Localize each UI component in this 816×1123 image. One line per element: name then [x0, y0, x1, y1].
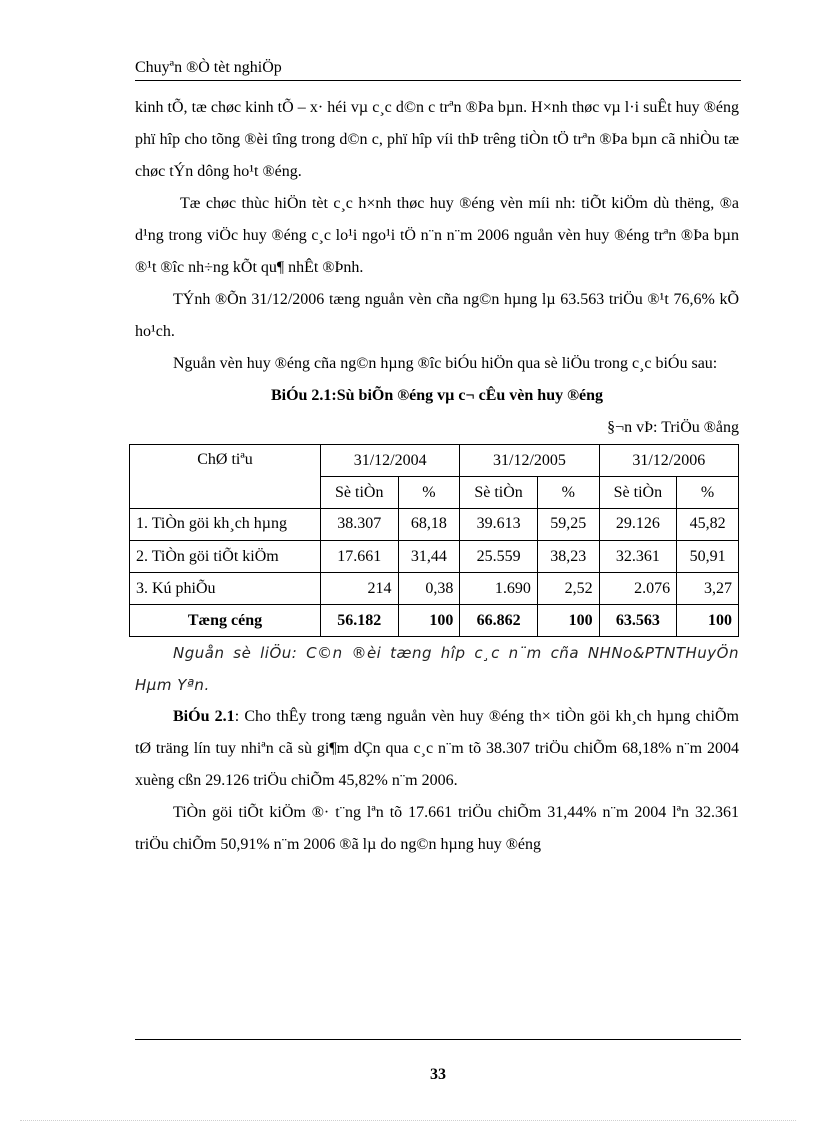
row-label: 2. TiÒn göi tiÕt kiÖm [130, 541, 321, 573]
row-label: 3. Kú phiÕu [130, 573, 321, 605]
paragraph-4: Nguån vèn huy ®éng cña ng©n hµng ®îc biÓu hiÖn qua sè liÖu trong c¸c biÓu sau: [173, 355, 718, 372]
table-row [130, 573, 739, 605]
table-cell: 0,38 [398, 573, 460, 605]
document-body [135, 92, 739, 861]
table-cell: 38,23 [537, 541, 599, 573]
table-title: BiÓu 2.1:Sù biÕn ®éng vµ c¬ cÊu vèn huy ®éng [270, 387, 604, 404]
paragraph-6: TiÒn göi tiÕt kiÖm ®· t¨ng lªn tõ 17.661 triÖu chiÕm 31,44% n¨m 2004 lªn 32.361 triÖu chiÕm 50,91% n¨m 2006 ®ã lµ do ng©n hµng huy ®éng [135, 804, 739, 853]
table-cell: 100 [398, 605, 460, 637]
table-cell: 2,52 [537, 573, 599, 605]
table-unit: §¬n vÞ: TriÖu ®ång [607, 419, 739, 436]
table-total-row [130, 605, 739, 637]
table-cell: 2.076 [599, 573, 677, 605]
paragraph-5 [135, 701, 739, 797]
table-cell: 214 [321, 573, 399, 605]
table-source-note: Nguån sè liÖu: C©n ®èi tæng hîp c¸c n¨m cña NHNo&PTNTHuyÖn Hµm Yªn. [135, 644, 739, 694]
table-cell: 66.862 [460, 605, 538, 637]
chart-reference: BiÓu 2.1 [173, 708, 235, 725]
column-label-header: ChØ tiªu [130, 445, 321, 509]
header-divider [135, 80, 741, 81]
table-row [130, 509, 739, 541]
table-cell: 3,27 [677, 573, 739, 605]
table-cell: 17.661 [321, 541, 399, 573]
paragraph-5-text: : Cho thÊy trong tæng nguån vèn huy ®éng th× tiÒn göi kh¸ch hµng chiÕm tØ träng lín tuy nhiªn cã sù gi¶m dÇn qua c¸c n¨m tõ 38.307 triÖu chiÕm 68,18% n¨m 2004 xuèng cßn 29.126 triÖu chiÕm 45,82% n¨m 2006. [135, 708, 739, 789]
year-header: 31/12/2005 [460, 445, 599, 477]
page-number: 33 [430, 1066, 446, 1083]
table-header-row [130, 445, 739, 477]
footer-divider [135, 1039, 741, 1040]
year-header: 31/12/2004 [321, 445, 460, 477]
table-cell: 100 [537, 605, 599, 637]
table-cell: 1.690 [460, 573, 538, 605]
paragraph-2: Tæ chøc thùc hiÖn tèt c¸c h×nh thøc huy ®éng vèn míi nh: tiÕt kiÖm dù thëng, ®a d¹ng trong viÖc huy ®éng c¸c lo¹i ngo¹i tÖ n¨n n¨m 2006 nguån vèn huy ®éng trªn ®Þa bµn ®¹t ®îc nh÷ng kÕt qu¶ nhÊt ®Þnh. [135, 195, 739, 276]
year-header: 31/12/2006 [599, 445, 738, 477]
table-row [130, 541, 739, 573]
table-cell: 38.307 [321, 509, 399, 541]
table-cell: 39.613 [460, 509, 538, 541]
table-cell: 100 [677, 605, 739, 637]
amount-subheader: Sè tiÒn [599, 477, 677, 509]
table-cell: 32.361 [599, 541, 677, 573]
amount-subheader: Sè tiÒn [321, 477, 399, 509]
percent-subheader: % [677, 477, 739, 509]
row-label: Tæng céng [130, 605, 321, 637]
page-header: Chuyªn ®Ò tèt nghiÖp [135, 59, 282, 76]
page-bottom-edge [20, 1120, 796, 1121]
paragraph-1: kinh tÕ, tæ chøc kinh tÕ – x· héi vµ c¸c d©n c trªn ®Þa bµn. H×nh thøc vµ l·i suÊt huy ®éng phï hîp cho tõng ®èi tîng trong d©n c, phï hîp víi thÞ trêng tiÒn tÖ trªn ®Þa bµn cã nhiÒu tæ chøc tÝn dông ho¹t ®éng. [135, 99, 739, 180]
table-cell: 56.182 [321, 605, 399, 637]
table-cell: 25.559 [460, 541, 538, 573]
percent-subheader: % [398, 477, 460, 509]
percent-subheader: % [537, 477, 599, 509]
table-cell: 29.126 [599, 509, 677, 541]
row-label: 1. TiÒn göi kh¸ch hµng [130, 509, 321, 541]
table-cell: 45,82 [677, 509, 739, 541]
table-cell: 68,18 [398, 509, 460, 541]
table-cell: 63.563 [599, 605, 677, 637]
table-cell: 59,25 [537, 509, 599, 541]
paragraph-3: TÝnh ®Õn 31/12/2006 tæng nguån vèn cña ng©n hµng lµ 63.563 triÖu ®¹t 76,6% kÕ ho¹ch. [135, 291, 739, 340]
amount-subheader: Sè tiÒn [460, 477, 538, 509]
funding-table [129, 444, 739, 637]
table-cell: 31,44 [398, 541, 460, 573]
table-cell: 50,91 [677, 541, 739, 573]
